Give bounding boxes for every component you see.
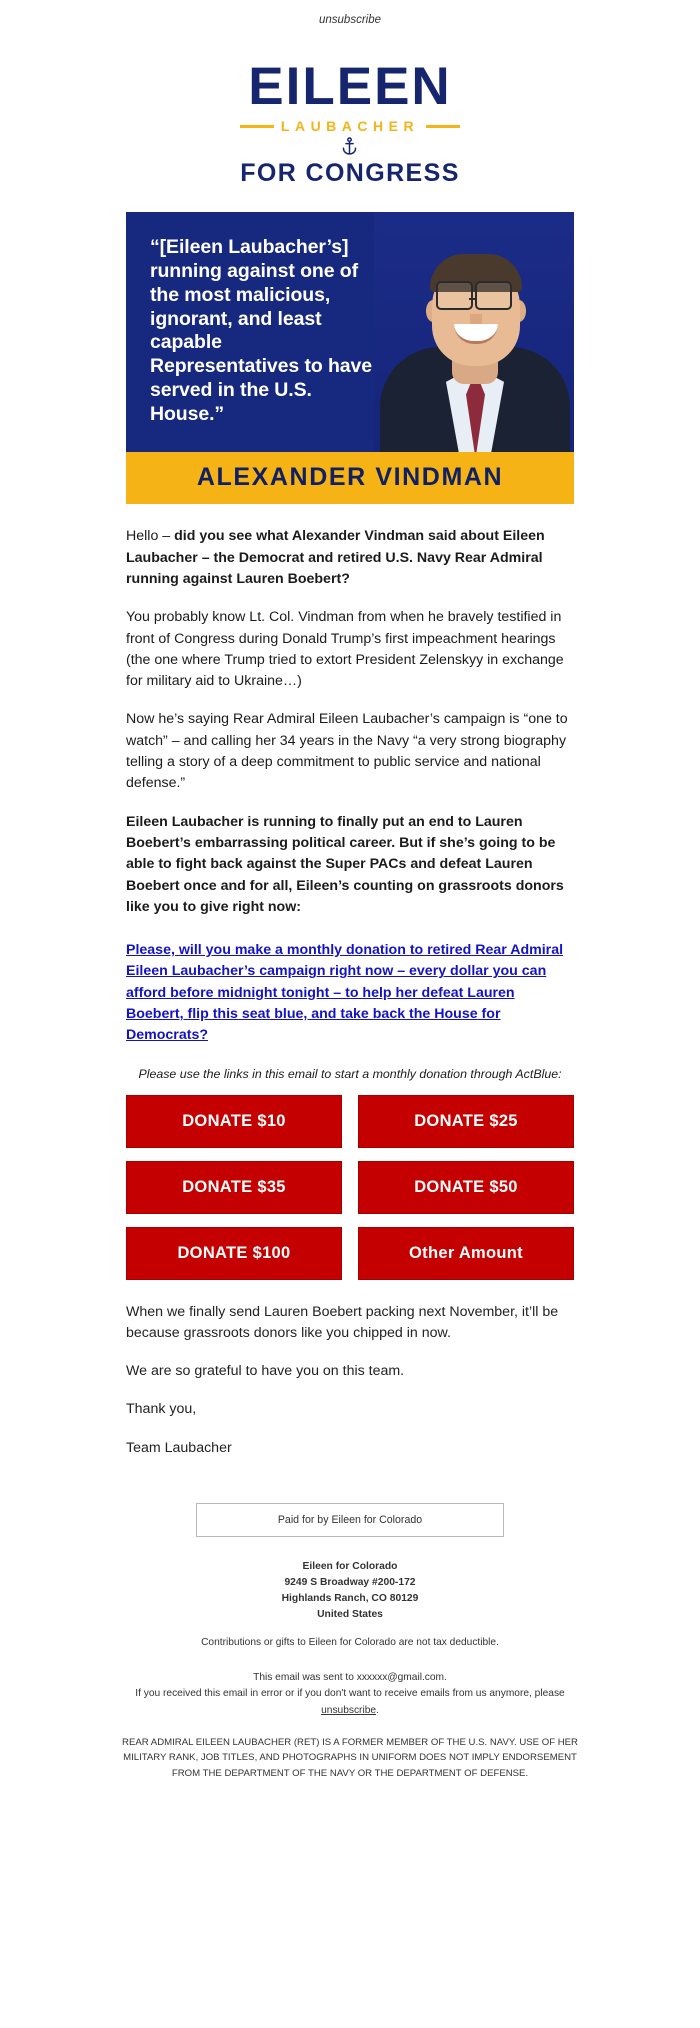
unsubscribe-link-footer[interactable]: unsubscribe [321,1704,377,1716]
footer-city: Highlands Ranch, CO 80129 [281,1592,419,1604]
logo-subname: LAUBACHER [280,118,420,135]
actblue-note: Please use the links in this email to start a monthly donation through ActBlue: [138,1066,562,1081]
hero-attribution-band [126,452,574,504]
paragraph-greeting [126,526,574,590]
greeting-bold: did you see what Alexander Vindman said about Eileen Laubacher – the Democrat and retired U.S. Navy Rear Admiral running against Lauren Boebert? [126,528,545,587]
logo-rule-left [240,125,274,128]
paragraph-6: We are so grateful to have you on this team. [126,1363,405,1380]
footer-military-disclaimer: REAR ADMIRAL EILEEN LAUBACHER (RET) IS A FORMER MEMBER OF THE U.S. NAVY. USE OF HER MILITARY RANK, JOB TITLES, AND PHOTOGRAPHS IN UNIFORM DOES NOT IMPLY ENDORSEMENT FROM THE DEPARTMENT OF THE NAVY OR THE DEPARTMENT OF DEFENSE. [122,1736,578,1779]
paid-for-disclaimer: Paid for by Eileen for Colorado [196,1503,504,1537]
paragraph-7: Thank you, [126,1401,197,1418]
footer-error-pre: If you received this email in error or if you don't want to receive emails from us anymore, please [135,1688,565,1700]
footer-error-notice [115,1686,585,1719]
logo-subname-row [240,119,460,133]
hero-attribution: ALEXANDER VINDMAN [196,463,504,492]
vindman-portrait [374,212,574,452]
email-content [126,504,574,1080]
email-footer [115,1537,585,1811]
hero-quote-text: “[Eileen Laubacher’s] running against one of the most malicious, ignorant, and least capable Representatives to have served in the U.S. House.” [150,236,373,425]
logo-name: EILEEN [248,57,452,116]
donate-button-50[interactable]: DONATE $50 [358,1161,574,1214]
unsubscribe-link-top[interactable]: unsubscribe [318,14,381,26]
donation-cta-link[interactable]: Please, will you make a monthly donation to retired Rear Admiral Eileen Laubacher’s campaign right now – every dollar you can afford before midnight tonight – to help her defeat Lauren Boebert, flip this seat blue, and take back the House for Democrats? [126,942,564,1044]
logo-tagline: FOR CONGRESS [240,159,460,188]
footer-street: 9249 S Broadway #200-172 [284,1577,416,1589]
paragraph-4: Eileen Laubacher is running to finally put an end to Lauren Boebert’s embarrassing political career. But if she’s going to be able to fight back against the Super PACs and defeat Lauren Boebert once and for all, Eileen’s counting on grassroots donors like you to give right now: [126,813,564,915]
donate-button-grid [126,1095,574,1280]
preheader-bar [0,0,700,36]
donate-button-25[interactable]: DONATE $25 [358,1095,574,1148]
campaign-logo [0,36,700,208]
hero-image[interactable] [126,212,574,504]
donate-button-100[interactable]: DONATE $100 [126,1227,342,1280]
logo-rule-right [426,125,460,128]
footer-address [115,1559,585,1623]
footer-country: United States [317,1608,383,1620]
footer-org: Eileen for Colorado [302,1561,398,1573]
greeting-lead: Hello – [126,528,175,545]
footer-sent-to: This email was sent to xxxxxx@gmail.com. [253,1671,447,1683]
paragraph-signature: Team Laubacher [126,1439,232,1456]
paragraph-3: Now he’s saying Rear Admiral Eileen Laubacher’s campaign is “one to watch” – and calling her 34 years in the Navy “a very strong biography telling a story of a deep commitment to public service and national defense.” [126,711,568,792]
footer-tax-notice: Contributions or gifts to Eileen for Colorado are not tax deductible. [201,1636,499,1648]
closing-content [126,1280,574,1459]
hero-top [126,212,574,452]
donate-button-35[interactable]: DONATE $35 [126,1161,342,1214]
paragraph-5: When we finally send Lauren Boebert packing next November, it’ll be because grassroots donors like you chipped in now. [126,1303,559,1341]
footer-error-post: . [376,1704,379,1716]
anchor-icon [240,137,460,159]
donate-button-other[interactable]: Other Amount [358,1227,574,1280]
donate-button-10[interactable]: DONATE $10 [126,1095,342,1148]
footer-recipient-notice [115,1670,585,1719]
paragraph-2: You probably know Lt. Col. Vindman from when he bravely testified in front of Congress during Donald Trump’s first impeachment hearings (the one where Trump tried to extort President Zelenskyy in exchange for military aid to Ukraine…) [126,609,564,690]
